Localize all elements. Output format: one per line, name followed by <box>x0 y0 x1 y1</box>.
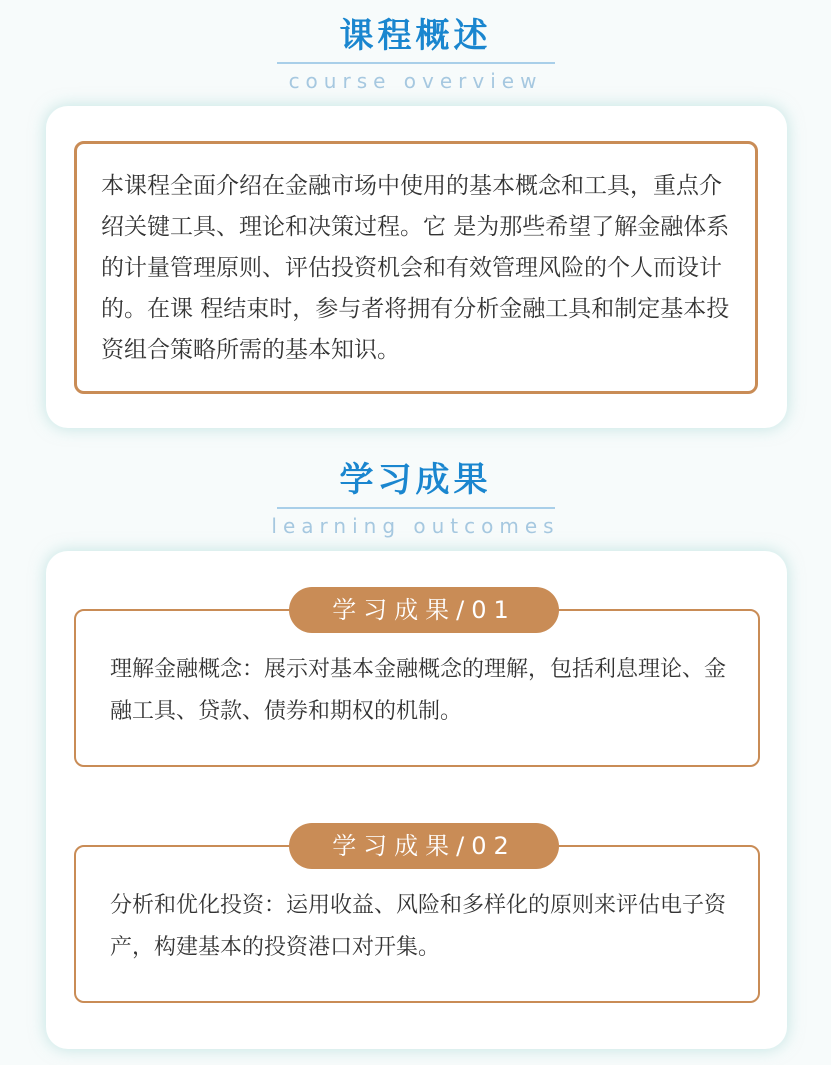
overview-title: 课程概述 <box>339 16 492 56</box>
outcome-badge-02: 学习成果/02 <box>289 823 559 869</box>
outcome-text-02: 分析和优化投资：运用收益、风险和多样化的原则来评估电子资产，构建基本的投资港口对开集。 <box>110 893 727 960</box>
outcome-badge-01: 学习成果/01 <box>289 587 559 633</box>
overview-subtitle: course overview <box>288 69 543 93</box>
outcome-text-01: 理解金融概念：展示对基本金融概念的理解，包括利息理论、金融工具、贷款、债券和期权的机制。 <box>110 657 727 724</box>
outcomes-subtitle: learning outcomes <box>271 514 560 538</box>
overview-body: 本课程全面介绍在金融市场中使用的基本概念和工具，重点介绍关键工具、理论和决策过程。它 是为那些希望了解金融体系的计量管理原则、评估投资机会和有效管理风险的个人而设计的。在课 程结束时，参与者将拥有分析金融工具和制定基本投资组合策略所需的基本知识。 <box>101 173 730 363</box>
outcomes-title: 学习成果 <box>339 460 492 500</box>
overview-title-rule <box>277 62 555 64</box>
outcomes-title-rule <box>277 507 555 509</box>
overview-box <box>74 141 758 394</box>
